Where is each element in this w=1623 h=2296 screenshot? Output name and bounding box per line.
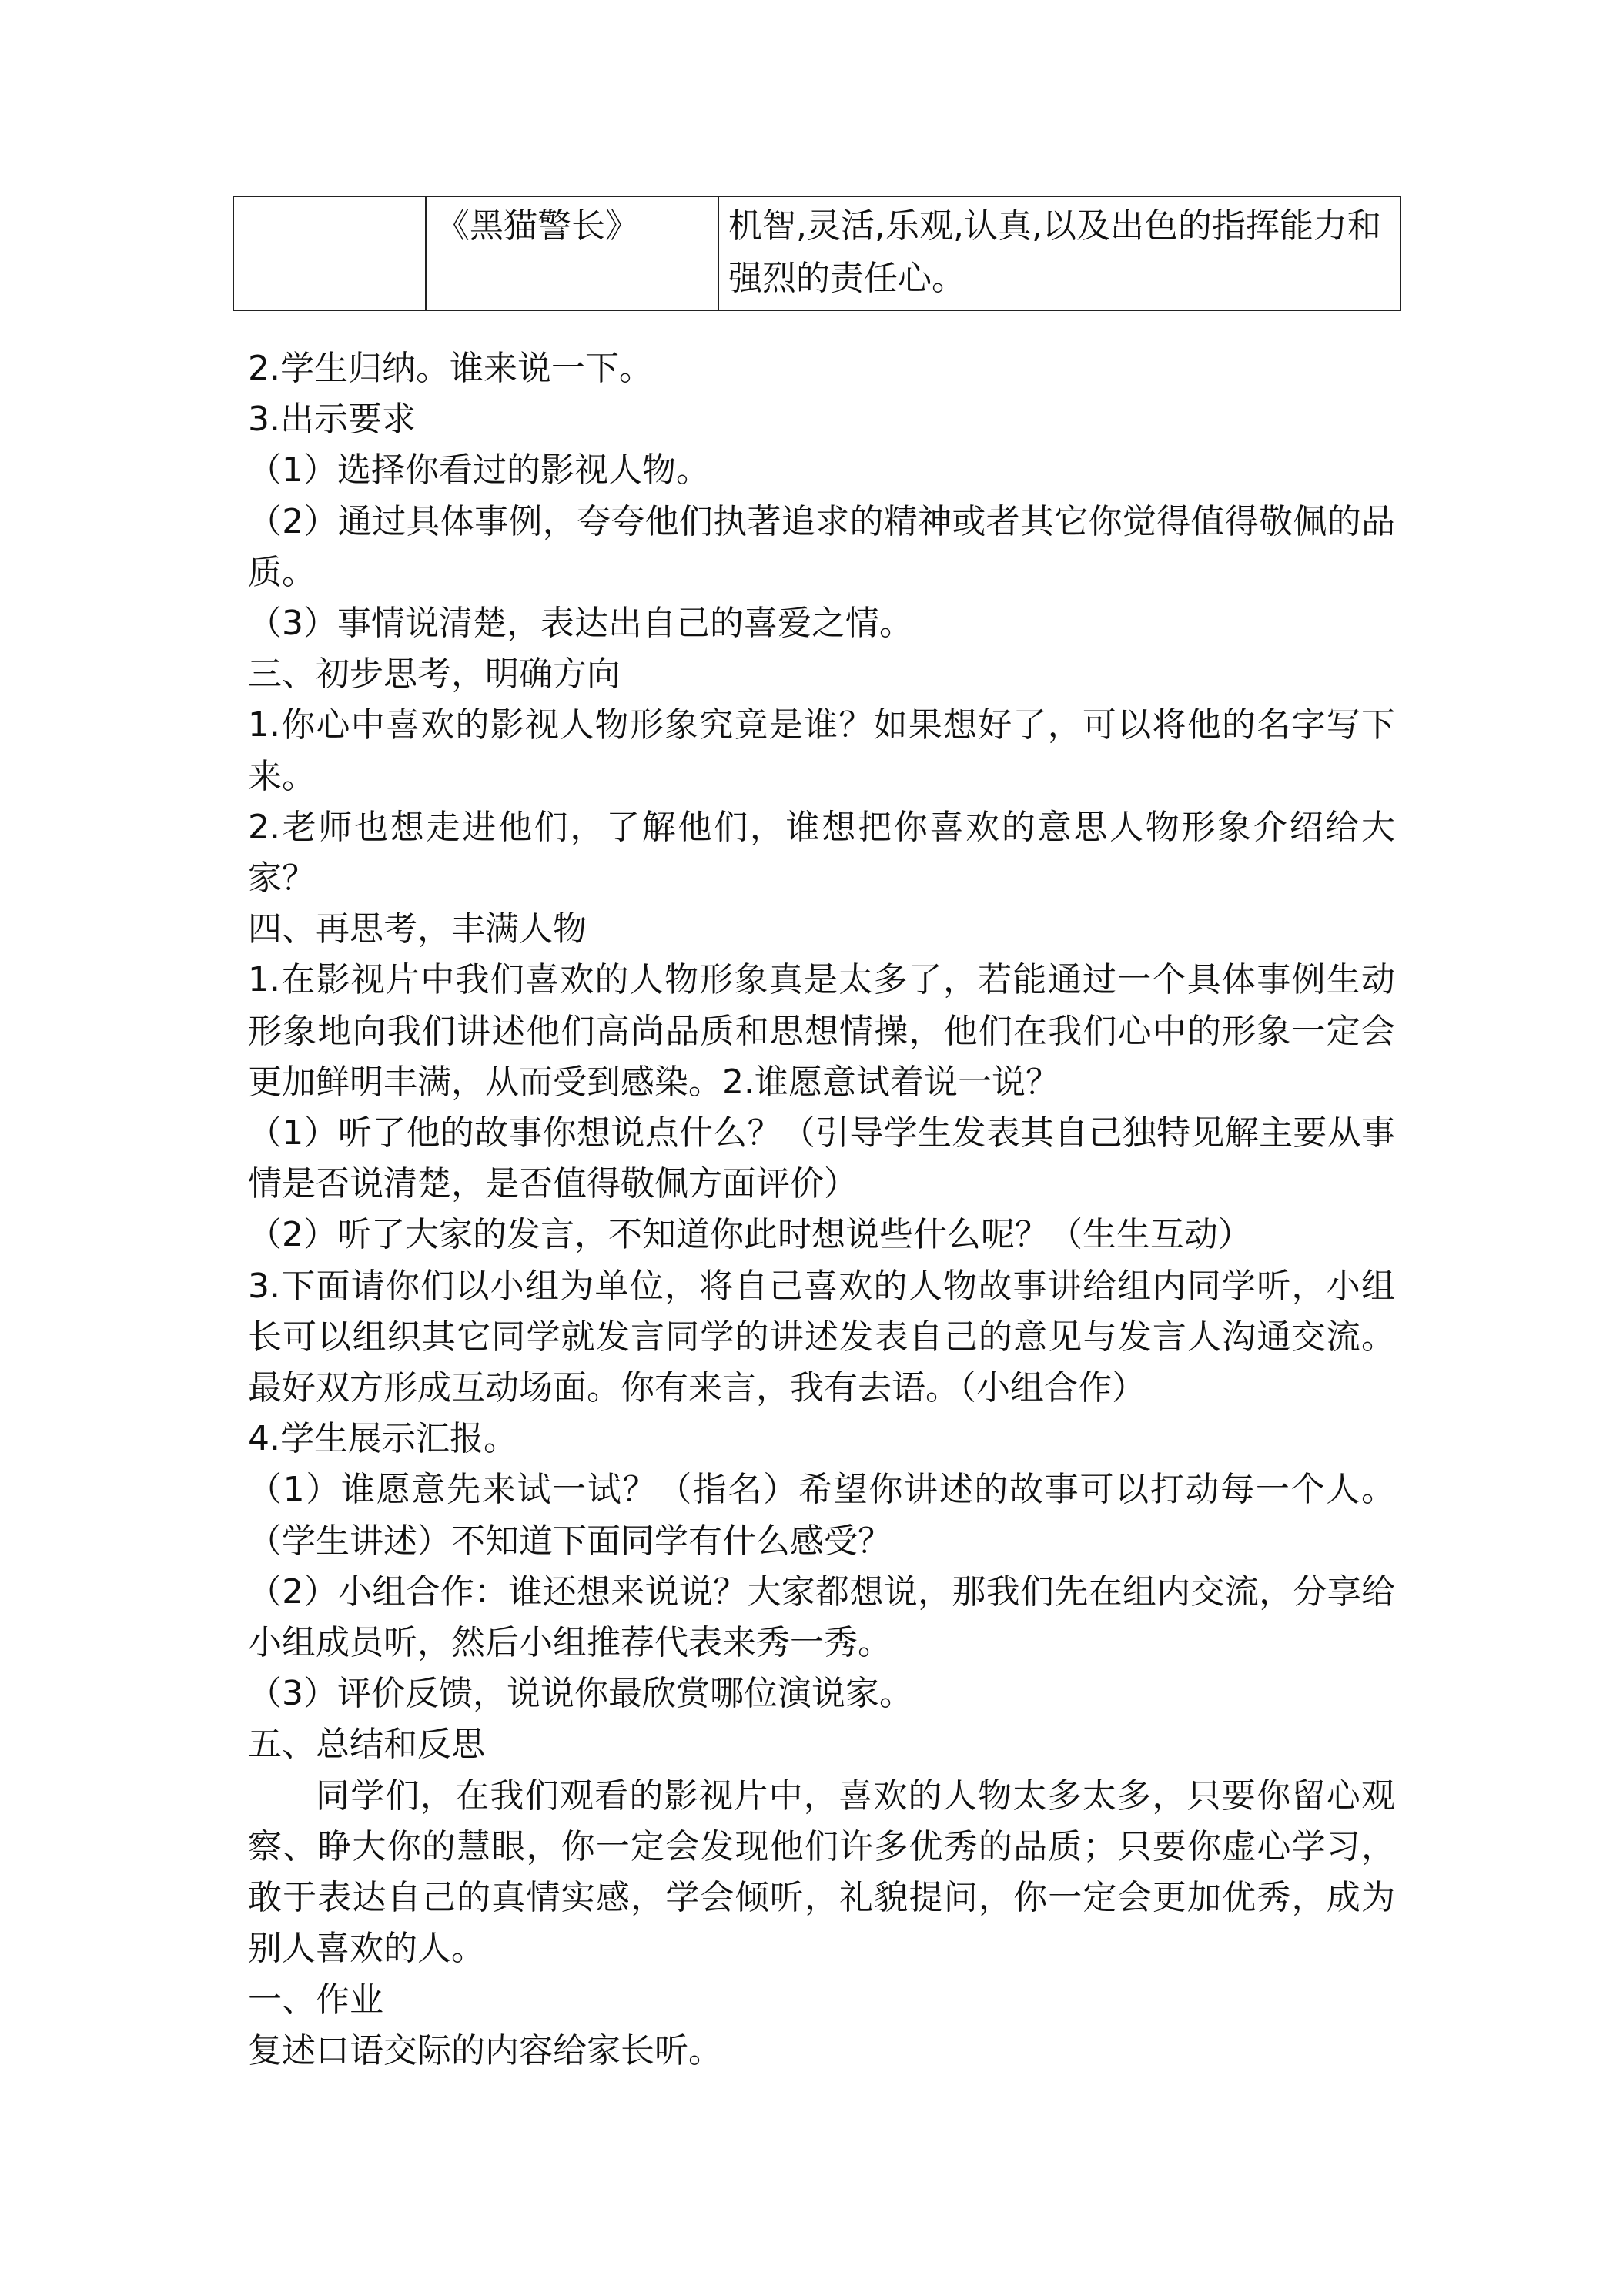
requirement-2: （2）通过具体事例，夸夸他们执著追求的精神或者其它你觉得值得敬佩的品质。 <box>248 501 1395 592</box>
requirement-3: （3）事情说清楚，表达出自己的喜爱之情。 <box>248 604 913 644</box>
table-cell-work-title: 《黑猫警长》 <box>426 196 718 310</box>
section-4-item-4-sub-3: （3）评价反馈，说说你最欣赏哪位演说家。 <box>248 1674 913 1714</box>
section-4-sub-1: （1）听了他的故事你想说点什么？（引导学生发表其自己独特见解主要从事情是否说清楚，是否值得敬佩方面评价） <box>248 1113 1395 1204</box>
lesson-body <box>248 343 1395 2077</box>
homework-heading: 一、作业 <box>248 1980 383 2020</box>
section-5-heading: 五、总结和反思 <box>248 1725 485 1765</box>
step-3-requirements-heading: 3.出示要求 <box>248 400 416 440</box>
section-4-sub-2: （2）听了大家的发言，不知道你此时想说些什么呢？（生生互动） <box>248 1215 1252 1255</box>
requirement-1: （1）选择你看过的影视人物。 <box>248 450 710 490</box>
step-2-student-summary: 2.学生归纳。谁来说一下。 <box>248 349 653 388</box>
section-3-heading: 三、初步思考，明确方向 <box>248 654 621 694</box>
character-table <box>233 196 1401 311</box>
section-4-heading: 四、再思考，丰满人物 <box>248 909 587 949</box>
table-row <box>233 196 1400 310</box>
section-4-item-4-sub-1: （1）谁愿意先来试一试？（指名）希望你讲述的故事可以打动每一个人。（学生讲述）不知道下面同学有什么感受？ <box>248 1470 1395 1561</box>
section-4-item-1: 1.在影视片中我们喜欢的人物形象真是太多了，若能通过一个具体事例生动形象地向我们讲述他们高尚品质和思想情操，他们在我们心中的形象一定会更加鲜明丰满，从而受到感染。2.谁愿意试着说一说？ <box>248 960 1395 1102</box>
section-3-item-2: 2.老师也想走进他们，了解他们，谁想把你喜欢的意思人物形象介绍给大家？ <box>248 807 1395 899</box>
section-4-item-4-sub-2: （2）小组合作：谁还想来说说？大家都想说，那我们先在组内交流，分享给小组成员听，然后小组推荐代表来秀一秀。 <box>248 1571 1395 1663</box>
section-4-item-4: 4.学生展示汇报。 <box>248 1419 517 1459</box>
section-4-item-3: 3.下面请你们以小组为单位，将自己喜欢的人物故事讲给组内同学听，小组长可以组织其它同学就发言同学的讲述发表自己的意见与发言人沟通交流。最好双方形成互动场面。你有来言，我有去语。（小组合作） <box>248 1266 1395 1408</box>
section-3-item-1: 1.你心中喜欢的影视人物形象究竟是谁？如果想好了，可以将他的名字写下来。 <box>248 705 1395 796</box>
homework-text: 复述口语交际的内容给家长听。 <box>248 2030 722 2070</box>
section-5-summary: 同学们，在我们观看的影视片中，喜欢的人物太多太多，只要你留心观察、睁大你的慧眼，你一定会发现他们许多优秀的品质；只要你虚心学习，敢于表达自己的真情实感，学会倾听，礼貌提问，你一定会更加优秀，成为别人喜欢的人。 <box>248 1776 1395 1969</box>
table-cell-traits: 机智,灵活,乐观,认真,以及出色的指挥能力和强烈的责任心。 <box>718 196 1400 310</box>
table-cell-empty <box>233 196 426 310</box>
